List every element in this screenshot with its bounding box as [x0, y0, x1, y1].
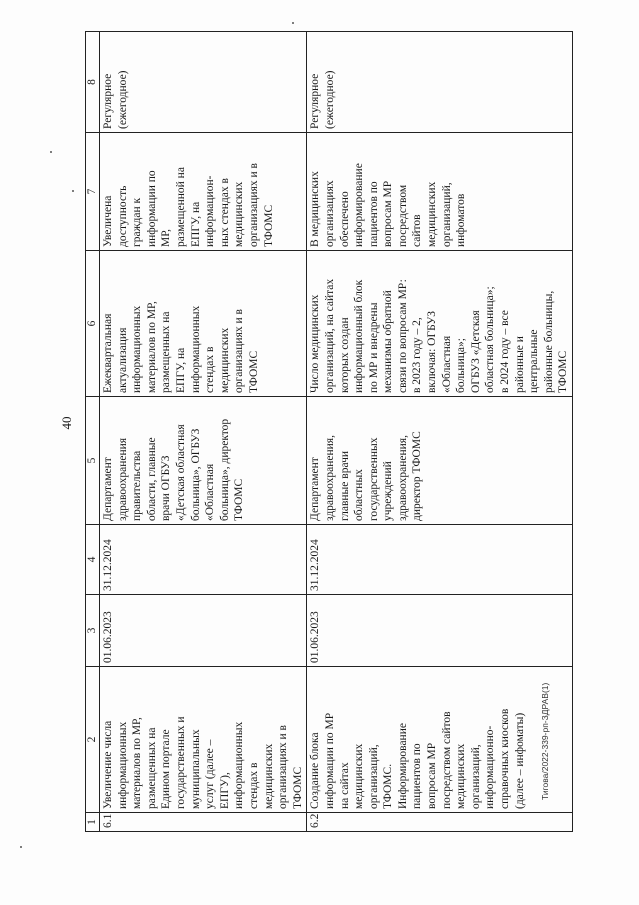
table-row: [100, 32, 307, 832]
measures-table: [85, 31, 573, 832]
responsible-cell: Департамент здравоохранения, главные врачи областных государственных учреждений здравоохранения, директор ТФОМС: [307, 397, 573, 525]
indicator-cell: Число медицинских организаций, на сайтах которых создан информационный блок по МР и внедрены механизмы обратной связи по вопросам МР: в 2023 году – 2, включая: ОГБУЗ «Областная больница»; ОГБУЗ «Детская областная больница»; в 2024 году – все районные и центральные районные больницы, ТФОМС: [307, 251, 573, 397]
col-header-6: 6: [86, 251, 100, 397]
col-header-4: 4: [86, 525, 100, 595]
col-header-7: 7: [86, 133, 100, 251]
scan-speck: [50, 151, 52, 153]
scan-speck: [72, 190, 74, 192]
rotated-table-container: [85, 32, 610, 832]
table-row: [307, 32, 573, 832]
row-number: 6.1: [100, 813, 307, 832]
frequency-cell: Регулярное (ежегодное): [307, 32, 573, 133]
start-date-cell: 01.06.2023: [307, 595, 573, 667]
document-stamp: Тигова/2022-339-рп-ЗДРАВ(1): [540, 682, 550, 800]
scan-speck: [292, 22, 294, 24]
col-header-3: 3: [86, 595, 100, 667]
col-header-8: 8: [86, 32, 100, 133]
responsible-cell: Департамент здравоохранения правительства области, главные врачи ОГБУЗ «Детская областная больница», ОГБУЗ «Областная больница», директор ТФОМС: [100, 397, 307, 525]
scan-speck: [20, 846, 22, 848]
end-date-cell: 31.12.2024: [100, 525, 307, 595]
row-number: 6.2: [307, 813, 573, 832]
result-cell: В медицинских организациях обеспечено информирование пациентов по вопросам МР посредством сайтов медицинских организаций, инфоматов: [307, 133, 573, 251]
page-number: 40: [59, 416, 74, 430]
header-row: [86, 32, 100, 832]
frequency-cell: Регулярное (ежегодное): [100, 32, 307, 133]
col-header-5: 5: [86, 397, 100, 525]
result-cell: Увеличена доступность граждан к информации по МР, размещенной на ЕПГУ, на информацион- ных стендах в медицинских организациях и в ТФОМС: [100, 133, 307, 251]
col-header-1: 1: [86, 813, 100, 832]
indicator-cell: Ежеквартальная актуализация информационных материалов по МР, размещенных на ЕПГУ, на информационных стендах в медицинских организациях и в ТФОМС: [100, 251, 307, 397]
end-date-cell: 31.12.2024: [307, 525, 573, 595]
col-header-2: 2: [86, 667, 100, 813]
measure-cell: Увеличение числа информационных материалов по МР, размещенных на Едином портале государственных и муниципальных услуг (далее – ЕПГУ), информационных стендах в медицинских организациях и в ТФОМС: [100, 667, 307, 813]
start-date-cell: 01.06.2023: [100, 595, 307, 667]
measure-cell: Создание блока информации по МР на сайтах медицинских организаций, ТФОМС. Информирование пациентов по вопросам МР посредством сайтов медицинских организаций, информационно- справочных киосков (далее – инфоматы): [307, 667, 573, 813]
